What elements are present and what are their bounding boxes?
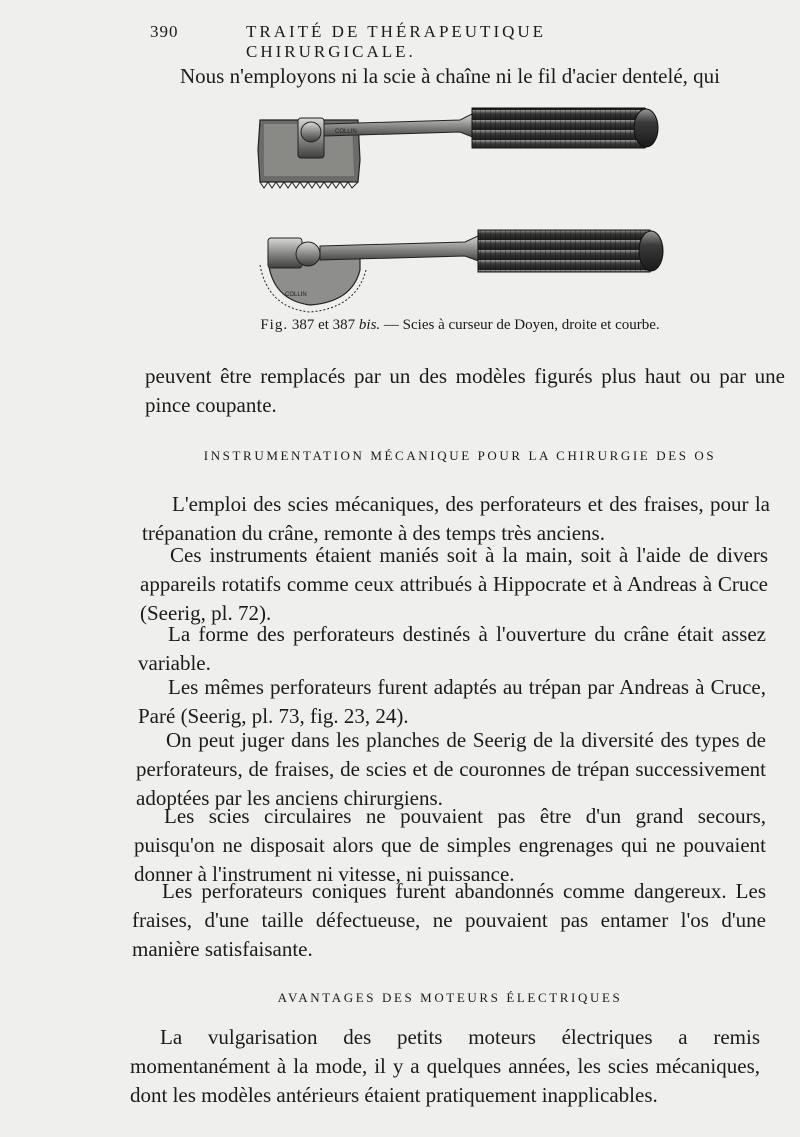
paragraph-1: L'emploi des scies mécaniques, des perforateurs et des fraises, pour la trépanation du crâne, remonte à des temps très anciens. [142, 492, 770, 545]
paragraph-3: La forme des perforateurs destinés à l'ouverture du crâne était assez variable. [138, 622, 766, 675]
paragraph-7: Les perforateurs coniques furent abandonnés comme dangereux. Les fraises, d'une taille défectueuse, ne pouvaient pas entamer l'os d'une manière satisfaisante. [132, 879, 766, 961]
continuation-paragraph: peuvent être remplacés par un des modèles figurés plus haut ou par une pince coupante. [145, 364, 785, 417]
collin-mark-top: COLLIN [335, 129, 357, 135]
curved-saw-drawing [260, 230, 663, 312]
intro-line: Nous n'employons ni la scie à chaîne ni le fil d'acier dentelé, qui [180, 64, 720, 88]
paragraph-8: La vulgarisation des petits moteurs électriques a remis momentanément à la mode, il y a quelques années, les scies mécaniques, dont les modèles antérieurs étaient pratiquement inapplicables. [130, 1025, 760, 1107]
straight-saw-drawing [258, 108, 658, 188]
paragraph-2: Ces instruments étaient maniés soit à la main, soit à l'aide de divers appareils rotatifs comme ceux attribués à Hippocrate et à Andreas à Cruce (Seerig, pl. 72). [140, 543, 768, 625]
paragraph-6: Les scies circulaires ne pouvaient pas être d'un grand secours, puisqu'on ne disposait alors que de simples engrenages qui ne pouvaient donner à l'instrument ni vitesse, ni puissance. [134, 804, 766, 886]
page-header [150, 22, 690, 61]
caption-bis: bis. [358, 317, 381, 333]
caption-numbers: 387 et 387 [291, 317, 356, 333]
saw-illustration [240, 90, 680, 315]
figure-caption [230, 317, 690, 334]
caption-label: Fig. [260, 317, 289, 333]
caption-text: — Scies à curseur de Doyen, droite et courbe. [383, 317, 660, 333]
collin-mark-bottom: COLLIN [285, 292, 307, 298]
running-title: TRAITÉ DE THÉRAPEUTIQUE CHIRURGICALE. [246, 22, 547, 61]
paragraph-4: Les mêmes perforateurs furent adaptés au trépan par Andreas à Cruce, Paré (Seerig, pl. 73, fig. 23, 24). [138, 675, 766, 728]
section-heading-electric-motors: AVANTAGES DES MOTEURS ÉLECTRIQUES [277, 990, 623, 1005]
page-number: 390 [150, 22, 179, 41]
paragraph-5: On peut juger dans les planches de Seerig de la diversité des types de perforateurs, de fraises, de scies et de couronnes de trépan successivement adoptées par les anciens chirurgiens. [136, 728, 766, 810]
section-heading-bone-surgery: INSTRUMENTATION MÉCANIQUE POUR LA CHIRURGIE DES OS [203, 448, 717, 463]
